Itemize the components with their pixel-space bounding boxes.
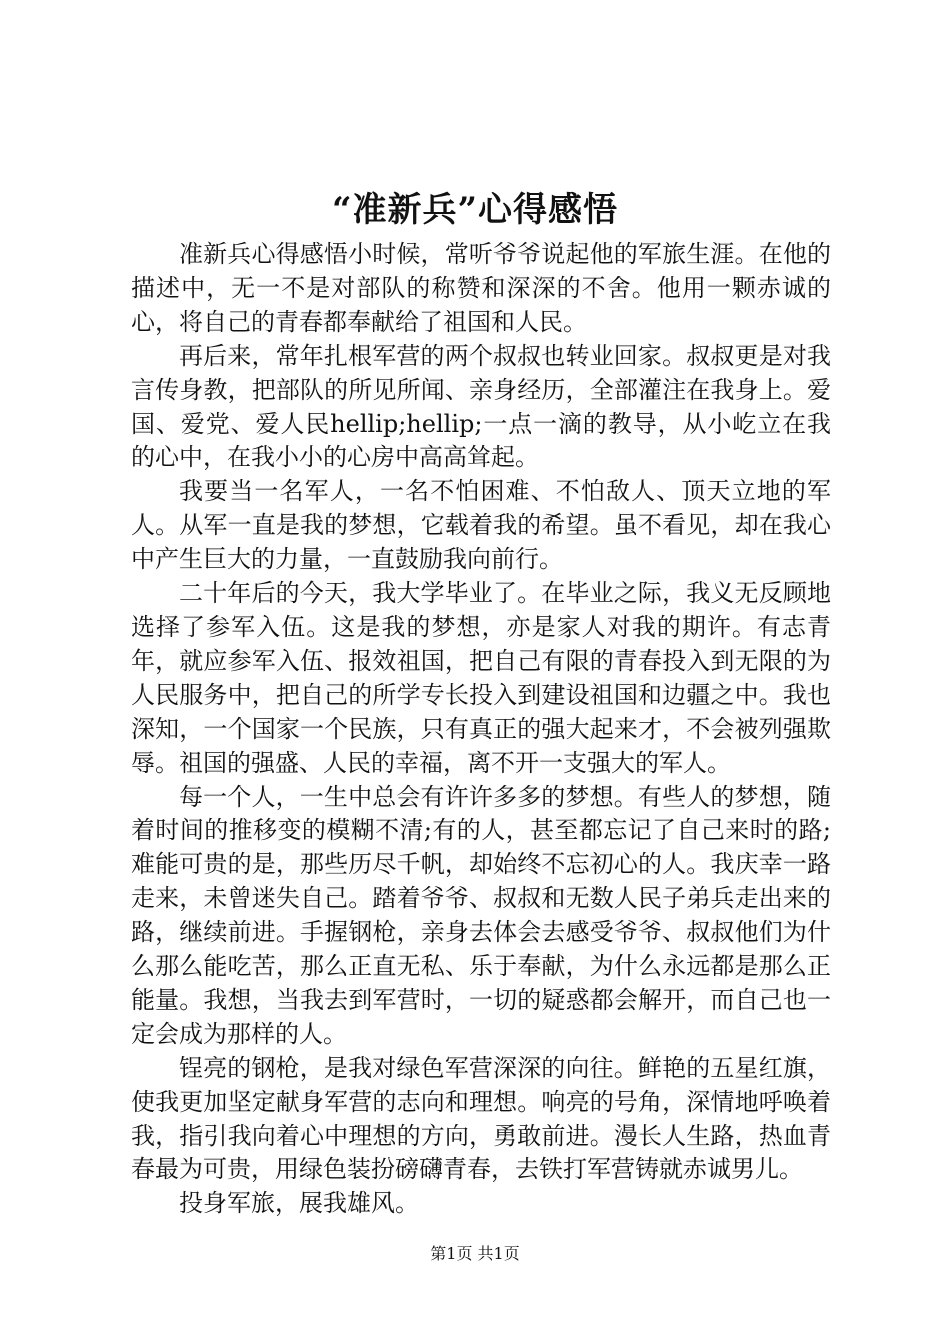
paragraph: 二十年后的今天，我大学毕业了。在毕业之际，我义无反顾地选择了参军入伍。这是我的梦想，亦是家人对我的期许。有志青年，就应参军入伍、报效祖国，把自己有限的青春投入到无限的为人民服务中，把自己的所学专长投入到建设祖国和边疆之中。我也深知，一个国家一个民族，只有真正的强大起来才，不会被列强欺辱。祖国的强盛、人民的幸福，离不开一支强大的军人。 xyxy=(131,579,831,777)
paragraph: 准新兵心得感悟小时候，常听爷爷说起他的军旅生涯。在他的描述中，无一不是对部队的称赞和深深的不舍。他用一颗赤诚的心，将自己的青春都奉献给了祖国和人民。 xyxy=(131,240,831,336)
paragraph: 再后来，常年扎根军营的两个叔叔也转业回家。叔叔更是对我言传身教，把部队的所见所闻、亲身经历，全部灌注在我身上。爱国、爱党、爱人民hellip;hellip;一点一滴的教导，从小屹立在我的心中，在我小小的心房中高高耸起。 xyxy=(131,341,831,472)
paragraph: 每一个人，一生中总会有许许多多的梦想。有些人的梦想，随着时间的推移变的模糊不清;有的人，甚至都忘记了自己来时的路;难能可贵的是，那些历尽千帆，却始终不忘初心的人。我庆幸一路走来，未曾迷失自己。踏着爷爷、叔叔和无数人民子弟兵走出来的路，继续前进。手握钢枪，亲身去体会去感受爷爷、叔叔他们为什么那么能吃苦，那么正直无私、乐于奉献，为什么永远都是那么正能量。我想，当我去到军营时，一切的疑惑都会解开，而自己也一定会成为那样的人。 xyxy=(131,782,831,1048)
document-body xyxy=(131,238,831,1221)
document-title: “准新兵”心得感悟 xyxy=(331,190,619,230)
page-number-footer: 第1页 共1页 xyxy=(430,1244,520,1263)
paragraph: 我要当一名军人，一名不怕困难、不怕敌人、顶天立地的军人。从军一直是我的梦想，它载着我的希望。虽不看见，却在我心中产生巨大的力量，一直鼓励我向前行。 xyxy=(131,477,831,574)
paragraph: 锃亮的钢枪，是我对绿色军营深深的向往。鲜艳的五星红旗，使我更加坚定献身军营的志向和理想。响亮的号角，深情地呼唤着我，指引我向着心中理想的方向，勇敢前进。漫长人生路，热血青春最为可贵，用绿色装扮磅礴青春，去铁打军营铸就赤诚男儿。 xyxy=(131,1053,831,1184)
paragraph: 投身军旅，展我雄风。 xyxy=(179,1189,419,1218)
